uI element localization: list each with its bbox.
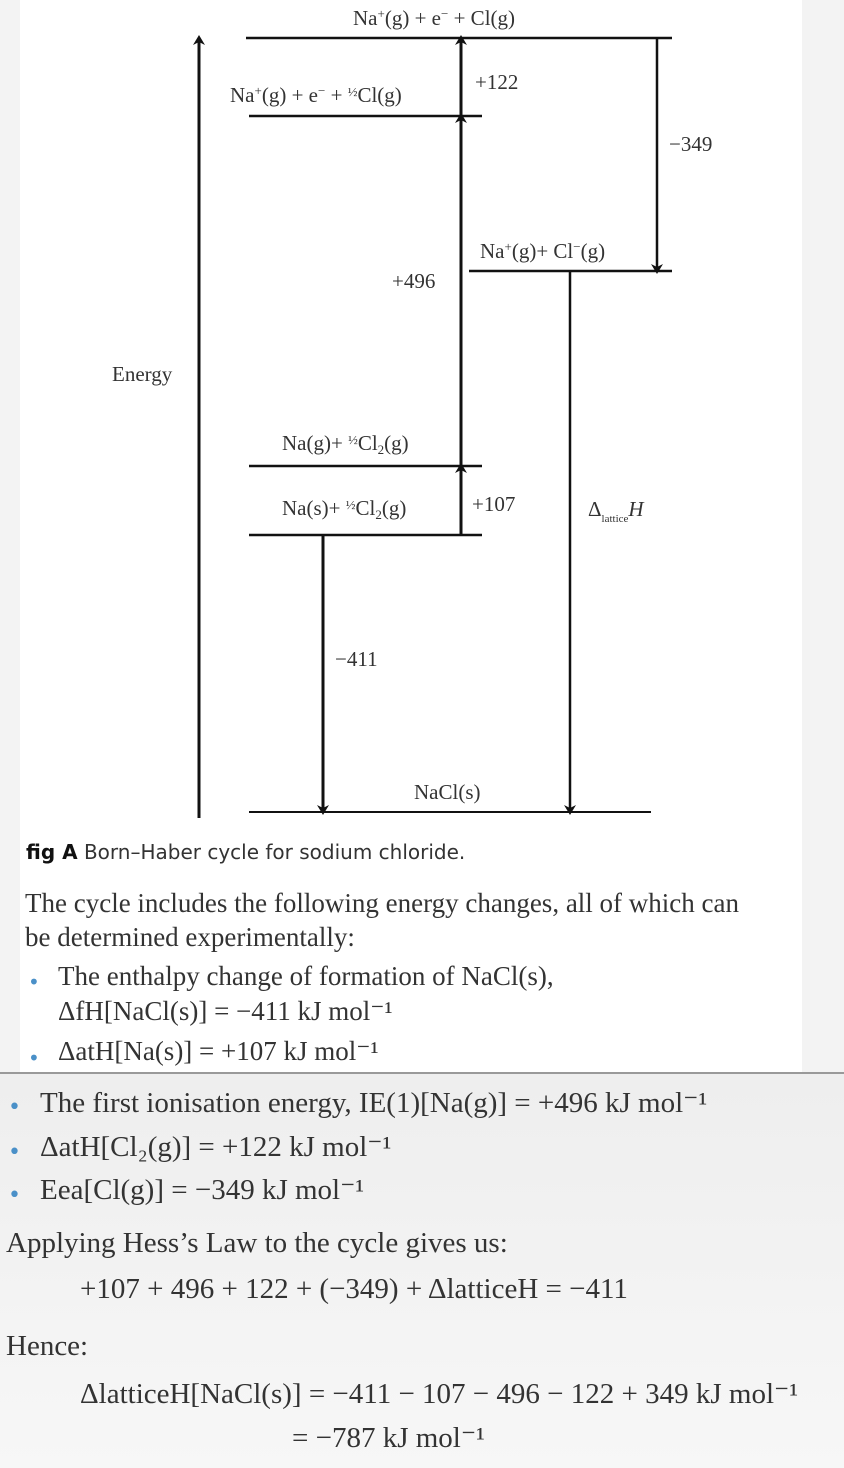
caption-label: fig A	[26, 840, 78, 864]
intro-line-2: be determined experimentally:	[25, 922, 355, 952]
bullet-formation-line-2: ΔfH[NaCl(s)] = −411 kJ mol⁻¹	[58, 996, 393, 1026]
bullet-marker: •	[8, 1183, 21, 1208]
value-ionisation: +496	[392, 269, 436, 293]
value-formation: −411	[335, 647, 378, 671]
result-line-2: = −787 kJ mol⁻¹	[292, 1422, 485, 1454]
bullet-marker: •	[28, 970, 40, 994]
value-electron-affinity: −349	[669, 132, 713, 156]
bullet-formation-line-1: The enthalpy change of formation of NaCl(s),	[58, 961, 554, 991]
label-product: NaCl(s)	[414, 780, 481, 804]
value-atomise-cl: +122	[475, 70, 519, 94]
caption-text: Born–Haber cycle for sodium chloride.	[83, 840, 466, 864]
value-atomise-na: +107	[472, 492, 516, 516]
label-elements: Na(s)+ $^{\frac{1}{2}}$Cl2(g)	[282, 496, 407, 522]
bullet-ionisation: The first ionisation energy, IE(1)[Na(g)] = +496 kJ mol⁻¹	[40, 1087, 708, 1119]
label-atoms: Na(g)+ $^{\frac{1}{2}}$Cl2(g)	[282, 431, 409, 457]
bullet-marker: •	[8, 1140, 21, 1165]
intro-line-1: The cycle includes the following energy changes, all of which can	[25, 888, 739, 918]
result-line-1: ΔlatticeH[NaCl(s)] = −411 − 107 − 496 − 122 + 349 kJ mol⁻¹	[80, 1378, 799, 1410]
bullet-electron-affinity: Eea[Cl(g)] = −349 kJ mol⁻¹	[40, 1174, 365, 1206]
figure-caption	[26, 840, 465, 864]
bullet-marker: •	[8, 1095, 21, 1120]
hess-equation: +107 + 496 + 122 + (−349) + ΔlatticeH = −411	[80, 1273, 628, 1305]
hence-label: Hence:	[6, 1330, 89, 1362]
hess-statement: Applying Hess’s Law to the cycle gives us:	[6, 1227, 508, 1259]
label-second: Na+(g) + e− + $^{\frac{1}{2}}$Cl(g)	[230, 83, 402, 107]
energy-axis-label: Energy	[112, 362, 173, 386]
label-ions: Na+(g)+ Cl−(g)	[480, 239, 606, 263]
bullet-marker: •	[28, 1046, 40, 1070]
bullet-atomisation-cl: ΔatH[Cl₂(g)] = +122 kJ mol⁻¹	[40, 1131, 392, 1163]
bullet-atomisation-na: ΔatH[Na(s)] = +107 kJ mol⁻¹	[58, 1036, 379, 1066]
value-lattice: $\Delta_{lattice}H$	[588, 497, 644, 525]
label-top: Na+(g) + e− + Cl(g)	[353, 6, 516, 30]
